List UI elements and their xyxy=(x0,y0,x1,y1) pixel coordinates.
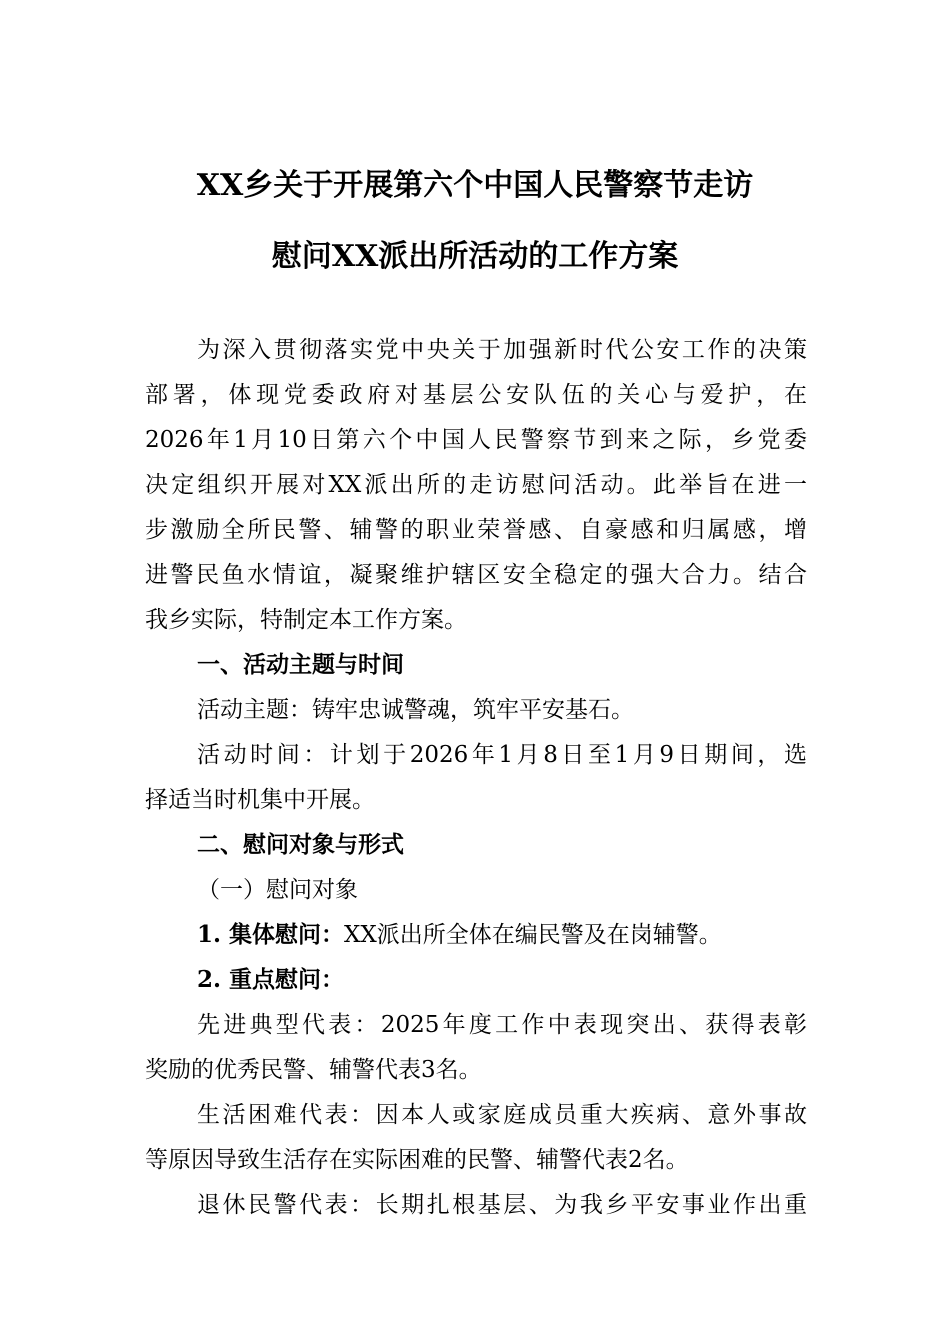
document-title-line-1: XX乡关于开展第六个中国人民警察节走访 xyxy=(196,168,754,203)
section-1-heading: 一、活动主题与时间 xyxy=(197,652,404,678)
activity-time-line-1: 活动时间：计划于2026年1月8日至1月9日期间，选 xyxy=(197,742,807,768)
key-visit-label: 2. 重点慰问： xyxy=(197,966,345,993)
advanced-rep-line-2: 奖励的优秀民警、辅警代表3名。 xyxy=(145,1057,482,1083)
intro-line-7: 我乡实际，特制定本工作方案。 xyxy=(145,607,467,633)
intro-line-3: 2026年1月10日第六个中国人民警察节到来之际，乡党委 xyxy=(145,427,807,453)
hardship-rep-line-2: 等原因导致生活存在实际困难的民警、辅警代表2名。 xyxy=(145,1147,689,1173)
subsection-1-heading: （一）慰问对象 xyxy=(197,877,358,903)
activity-theme: 活动主题：铸牢忠诚警魂，筑牢平安基石。 xyxy=(197,697,634,723)
document-title-line-2: 慰问XX派出所活动的工作方案 xyxy=(271,239,679,274)
hardship-rep-line-1: 生活困难代表：因本人或家庭成员重大疾病、意外事故 xyxy=(197,1102,807,1128)
collective-visit-item xyxy=(197,919,807,951)
activity-time-line-2: 择适当时机集中开展。 xyxy=(145,787,375,813)
collective-visit-label: 1. 集体慰问： xyxy=(197,921,345,948)
advanced-rep-line-1: 先进典型代表：2025年度工作中表现突出、获得表彰 xyxy=(197,1012,807,1038)
intro-line-5: 步激励全所民警、辅警的职业荣誉感、自豪感和归属感，增 xyxy=(145,517,807,543)
intro-line-4: 决定组织开展对XX派出所的走访慰问活动。此举旨在进一 xyxy=(145,472,807,498)
intro-line-6: 进警民鱼水情谊，凝聚维护辖区安全稳定的强大合力。结合 xyxy=(145,562,807,588)
retired-rep-line-1: 退休民警代表：长期扎根基层、为我乡平安事业作出重 xyxy=(197,1192,807,1218)
section-2-heading: 二、慰问对象与形式 xyxy=(197,832,404,858)
key-visit-item xyxy=(197,964,807,996)
intro-line-1: 为深入贯彻落实党中央关于加强新时代公安工作的决策 xyxy=(197,337,807,363)
intro-line-2: 部署，体现党委政府对基层公安队伍的关心与爱护，在 xyxy=(145,382,807,408)
collective-visit-text: XX派出所全体在编民警及在岗辅警。 xyxy=(344,922,722,948)
